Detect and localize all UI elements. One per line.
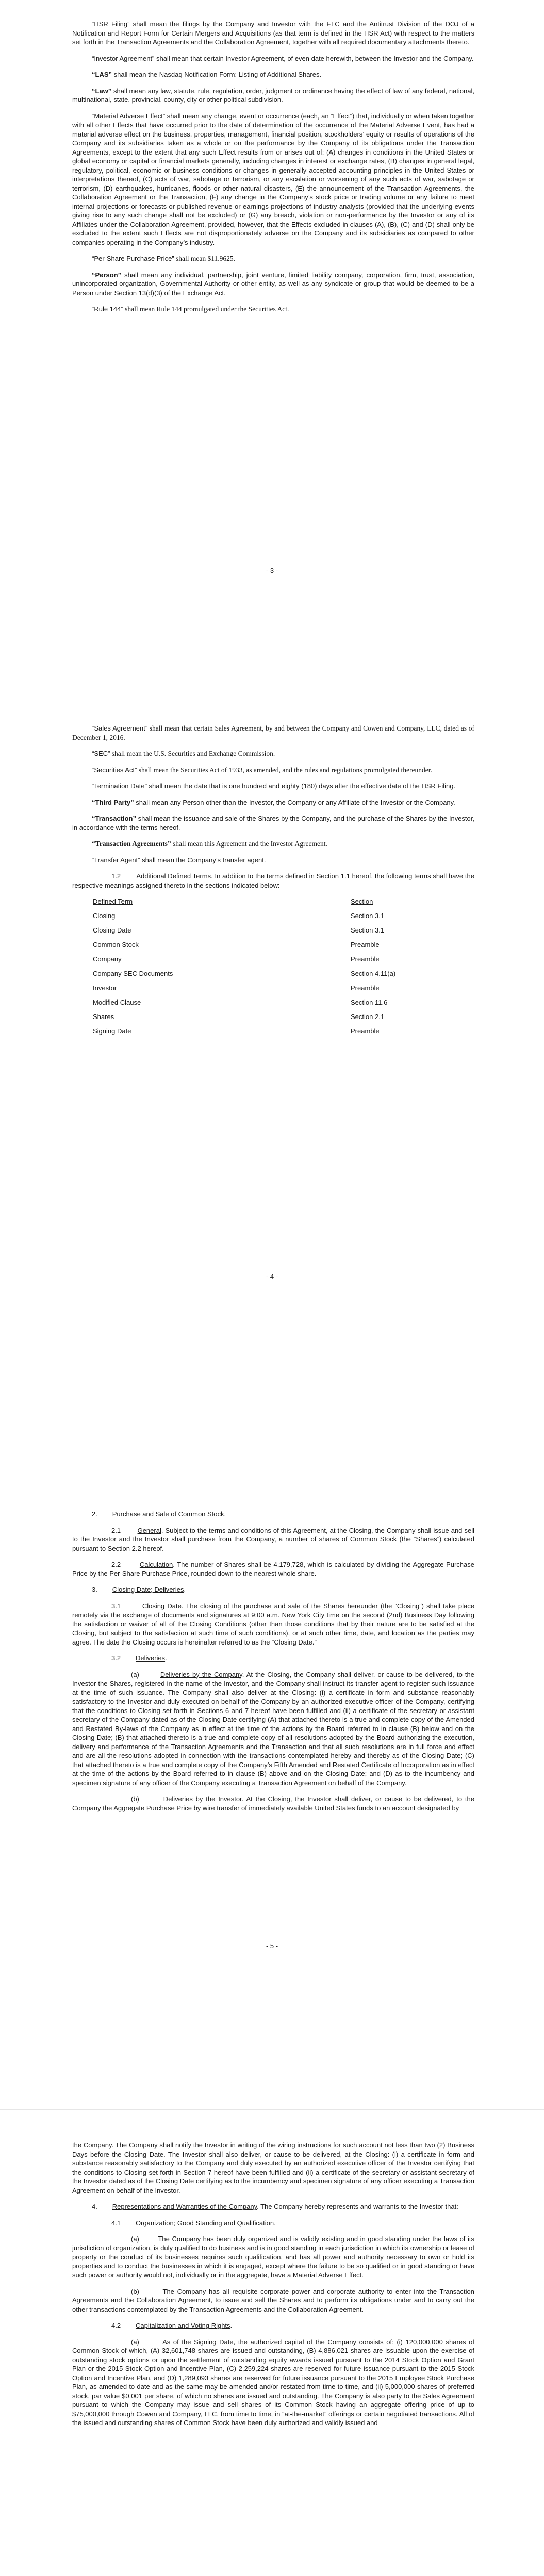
definition-paragraph: “Transfer Agent” shall mean the Company’s transfer agent. — [92, 856, 266, 864]
section-1-2: 1.2 Additional Defined Terms. In addition to the terms defined in Section 1.1 hereof, the following terms shall have the respective meanings assigned thereto in the sections indicated below: — [72, 872, 474, 889]
section-heading: Additional Defined Terms — [136, 872, 211, 880]
column-header: Defined Term — [93, 897, 133, 905]
section-2-1: 2.1 General. Subject to the terms and conditions of this Agreement, at the Closing, the Company shall issue and sell to the Investor and the Investor shall purchase from the Company, a number of shares of Common Stock (the “Shares”) calculated pursuant to Section 2.2 hereof. — [72, 1526, 474, 1552]
definition-paragraph: “Material Adverse Effect” shall mean any change, event or occurrence (each, an “Effect”) that, individually or when taken together with all other Effects that have occurred prior to the date of determination of the occurrence of the Material Adverse Event, has had a material adverse effect on the business, properties, management, financial position, stockholders’ equity or results of operations of the Company and its subsidiaries taken as a whole or on the performance by the Company of its obligations under the Transaction Agreements, except to the extent that any such Effect results from or arises out of: (A) changes in conditions in the United States or global economy or capital or financial markets generally, including changes in interest or exchange rates, (B) changes in general legal, regulatory, political, economic or business conditions or changes in generally accepted accounting principles in the United States or interpretations thereof, (C) acts of war, sabotage or terrorism, or any escalation or worsening of any such acts of war, sabotage or terrorism, (D) earthquakes, hurricanes, floods or other natural disasters, (E) the announcement of the Transaction Agreements, the Collaboration Agreement or the Transaction, (F) any change in the Company’s stock price or trading volume or any failure to meet internal projections or forecasts or published revenue or earnings projections of industry analysts (provided that the underlying events giving rise to any such change shall not be excluded) or (G) any breach, violation or non-performance by the Investor or any of its Affiliates under the Collaboration Agreement, provided, however, that the Effects excluded in clauses (A), (B), (C) and (D) shall only be excluded to the extent such Effects are not disproportionately adverse on the Company and its subsidiaries as compared to other companies operating in the Company’s industry. — [72, 112, 475, 246]
page-number: - 5 - — [266, 1942, 278, 1950]
page-3 — [0, 0, 544, 703]
page-6-body — [72, 2141, 474, 2435]
table-row: Closing Date Section 3.1 — [93, 926, 385, 934]
section-4-1-heading: 4.1 Organization; Good Standing and Qualification. — [111, 2218, 276, 2227]
page-5-body — [72, 1510, 474, 1820]
table-row: Shares Section 2.1 — [93, 1013, 385, 1021]
definition-paragraph: “Person” shall mean any individual, partnership, joint venture, limited liability company, corporation, firm, trust, association, unincorporated organization, Governmental Authority or other entity, as well as any syndicate or group that would be deemed to be a Person under Section 13(d)(3) of the Exchange Act. — [72, 270, 474, 297]
page-5 — [0, 1406, 544, 2110]
definition-paragraph: “Securities Act” shall mean the Securities Act of 1933, as amended, and the rules and regulations promulgated thereunder. — [92, 766, 432, 774]
section-3-2-b: (b) Deliveries by the Investor. At the Closing, the Investor shall deliver, or cause to be delivered, to the Company the Aggregate Purchase Price by wire transfer of immediately available United States funds to an account designated by — [72, 1795, 474, 1812]
definition-paragraph: “HSR Filing” shall mean the filings by the Company and Investor with the FTC and the Antitrust Division of the DOJ of a Notification and Report Form for Certain Mergers and Acquisitions (as that term is defined in the HSR Act) with respect to the matters set forth in the Transaction Agreements and the Collaboration Agreement, together with all required documentary attachments thereto. — [72, 20, 474, 46]
definition-paragraph: “Third Party” shall mean any Person other than the Investor, the Company or any Affiliate of the Investor or the Company. — [92, 798, 455, 806]
table-row: Investor Preamble — [93, 984, 380, 992]
table-row: Common Stock Preamble — [93, 941, 380, 948]
page-3-body — [72, 20, 474, 321]
definition-paragraph: “Investor Agreement” shall mean that certain Investor Agreement, of even date herewith, between the Investor and the Company. — [92, 54, 474, 62]
definition-paragraph: “Termination Date” shall mean the date that is one hundred and eighty (180) days after the effective date of the HSR Filing. — [92, 782, 456, 790]
page-4 — [0, 703, 544, 1406]
section-3-1: 3.1 Closing Date. The closing of the purchase and sale of the Shares hereunder (the “Closing”) shall take place remotely via the exchange of documents and signatures at 9:00 a.m. New York City time on the second (2nd) Business Day following the satisfaction or waiver of all of the Closing Conditions (other than those conditions that by their nature are to be satisfied at the Closing, but subject to the satisfaction at such time of such conditions), or at such other time, date, and location as the parties may agree. The date the Closing occurs is hereinafter referred to as the “Closing Date.” — [72, 1602, 474, 1646]
definition-paragraph: “Per-Share Purchase Price” shall mean $11.9625. — [92, 255, 236, 262]
definition-paragraph: “Sales Agreement” shall mean that certain Sales Agreement, by and between the Company and Cowen and Company, LLC, dated as of December 1, 2016. — [72, 724, 474, 741]
section-4-1-b: (b) The Company has all requisite corporate power and corporate authority to enter into the Transaction Agreements and the Collaboration Agreement, to issue and sell the Shares and to perform its obligations under and to carry out the other transactions contemplated by the Transaction Agreements and the Collaboration Agreement. — [72, 2287, 474, 2313]
definition-paragraph: “SEC” shall mean the U.S. Securities and Exchange Commission. — [92, 750, 275, 757]
page-number: - 4 - — [266, 1273, 278, 1280]
page-4-body — [72, 724, 474, 1041]
definition-paragraph: “Transaction” shall mean the issuance and sale of the Shares by the Company, and the purchase of the Shares by the Investor, in accordance with the terms hereof. — [72, 815, 474, 832]
section-4: 4. Representations and Warranties of the Company. The Company hereby represents and warrants to the Investor that: — [92, 2202, 458, 2210]
section-4-2-heading: 4.2 Capitalization and Voting Rights. — [111, 2321, 233, 2329]
table-row: Signing Date Preamble — [93, 1027, 380, 1035]
defined-terms-table — [93, 897, 428, 1041]
definition-paragraph: “Rule 144” shall mean Rule 144 promulgated under the Securities Act. — [92, 305, 289, 313]
table-row: Company SEC Documents Section 4.11(a) — [93, 970, 396, 977]
continuation-paragraph: the Company. The Company shall notify the Investor in writing of the wiring instructions for such account not less than two (2) Business Days before the Closing Date. The Investor shall also deliver, or cause to be delivered, at the Closing: (i) a certificate in form and substance reasonably satisfactory to the Company and duly executed by an authorized executive officer of the Investor certifying that the conditions to Closing set forth in Section 7 hereof have been fulfilled and (ii) a certificate of the secretary or assistant secretary of the Investor dated as of the Closing Date certifying as to the incumbency and specimen signature of any officer executing a Transaction Agreement on behalf of the Investor. — [72, 2141, 474, 2194]
section-3-2-heading: 3.2 Deliveries. — [111, 1654, 167, 1662]
section-4-1-a: (a) The Company has been duly organized and is validly existing and in good standing under the laws of its jurisdiction of organization, is duly qualified to do business and is in good standing in each jurisdiction in which its ownership or lease of property or the conduct of its businesses requires such qualification, and has all power and authority necessary to own or hold its properties and to conduct the businesses in which it is engaged, except where the failure to be so qualified or in good standing or have such power or authority would not, individually or in the aggregate, have a Material Adverse Effect. — [72, 2235, 474, 2279]
table-row: Company Preamble — [93, 955, 380, 963]
definition-paragraph: “Law” shall mean any law, statute, rule, regulation, order, judgment or ordinance having the effect of law of any federal, national, multinational, state, provincial, county, city or other political subdivision. — [72, 87, 474, 104]
page-6 — [0, 2110, 544, 2576]
section-3-heading: 3. Closing Date; Deliveries. — [92, 1586, 186, 1594]
section-4-2-a: (a) As of the Signing Date, the authorized capital of the Company consists of: (i) 120,000,000 shares of Common Stock of which, (A) 32,601,748 shares are issued and outstanding, (B) 4,886,021 shares are issuable upon the exercise of outstanding stock options or upon the settlement of outstanding equity awards issued pursuant to the 2014 Stock Option and Grant Plan or the 2015 Stock Option and Incentive Plan, (C) 2,259,224 shares are reserved for future issuance pursuant to the 2015 Stock Option and Incentive Plan, and (D) 1,289,093 shares are reserved for future issuance pursuant to the 2015 Employee Stock Purchase Plan, as amended to date and as the same may be amended and/or restated from time to time, and (ii) 5,000,000 shares of preferred stock, par value $0.001 per share, of which no shares are issued and outstanding. The Company is also party to the Sales Agreement pursuant to which the Company may issue and sell shares of its Common Stock having an aggregate offering price of up to $75,000,000 through Cowen and Company, LLC, from time to time, in “at-the-market” offerings or certain negotiated transactions. All of the issued and outstanding shares of Common Stock have been duly authorized and validly issued and — [72, 2337, 474, 2427]
section-3-2-a: (a) Deliveries by the Company. At the Closing, the Company shall deliver, or cause to be delivered, to the Investor the Shares, registered in the name of the Investor, and the Company shall instruct its transfer agent to register such issuance at the time of such issuance. The Company shall also deliver at the Closing: (i) a certificate in form and substance reasonably satisfactory to the Investor and duly executed on behalf of the Company by an authorized executive officer of the Company, certifying that the conditions to Closing set forth in Sections 6 and 7 hereof have been fulfilled and (ii) a certificate of the secretary or assistant secretary of the Company dated as of the Closing Date certifying (A) that attached thereto is a true and complete copy of the Amended and Restated By-laws of the Company as in effect at the time of the actions by the Board referred to in clause (B) below and on the Closing Date; (B) that attached thereto is a true and complete copy of all resolutions adopted by the Board authorizing the execution, delivery and performance of the Transaction Agreements and the Transaction and that all such resolutions are in full force and effect and are all the resolutions adopted in connection with the transactions contemplated hereby and thereby as of the Closing Date; (C) that attached thereto is a true and complete copy of the Company’s Fifth Amended and Restated Certificate of Incorporation as in effect at the time of the actions by the Board referred to in clause (B) above and on the Closing Date; and (D) as to the incumbency and specimen signature of any officer of the Company executing a Transaction Agreement on behalf of the Company. — [72, 1670, 474, 1787]
page-number: - 3 - — [266, 567, 278, 574]
table-header-row — [93, 897, 428, 911]
section-2-heading: 2. Purchase and Sale of Common Stock. — [92, 1510, 226, 1518]
column-header: Section — [351, 897, 373, 905]
definition-paragraph: “Transaction Agreements” shall mean this Agreement and the Investor Agreement. — [92, 840, 327, 848]
section-number: 1.2 — [111, 872, 121, 880]
table-row: Closing Section 3.1 — [93, 912, 385, 920]
section-2-2: 2.2 Calculation. The number of Shares shall be 4,179,728, which is calculated by dividing the Aggregate Purchase Price by the Per-Share Purchase Price, rounded down to the nearest whole share. — [72, 1561, 474, 1578]
definition-paragraph: “LAS” shall mean the Nasdaq Notification Form: Listing of Additional Shares. — [92, 71, 322, 78]
table-row: Modified Clause Section 11.6 — [93, 998, 388, 1006]
